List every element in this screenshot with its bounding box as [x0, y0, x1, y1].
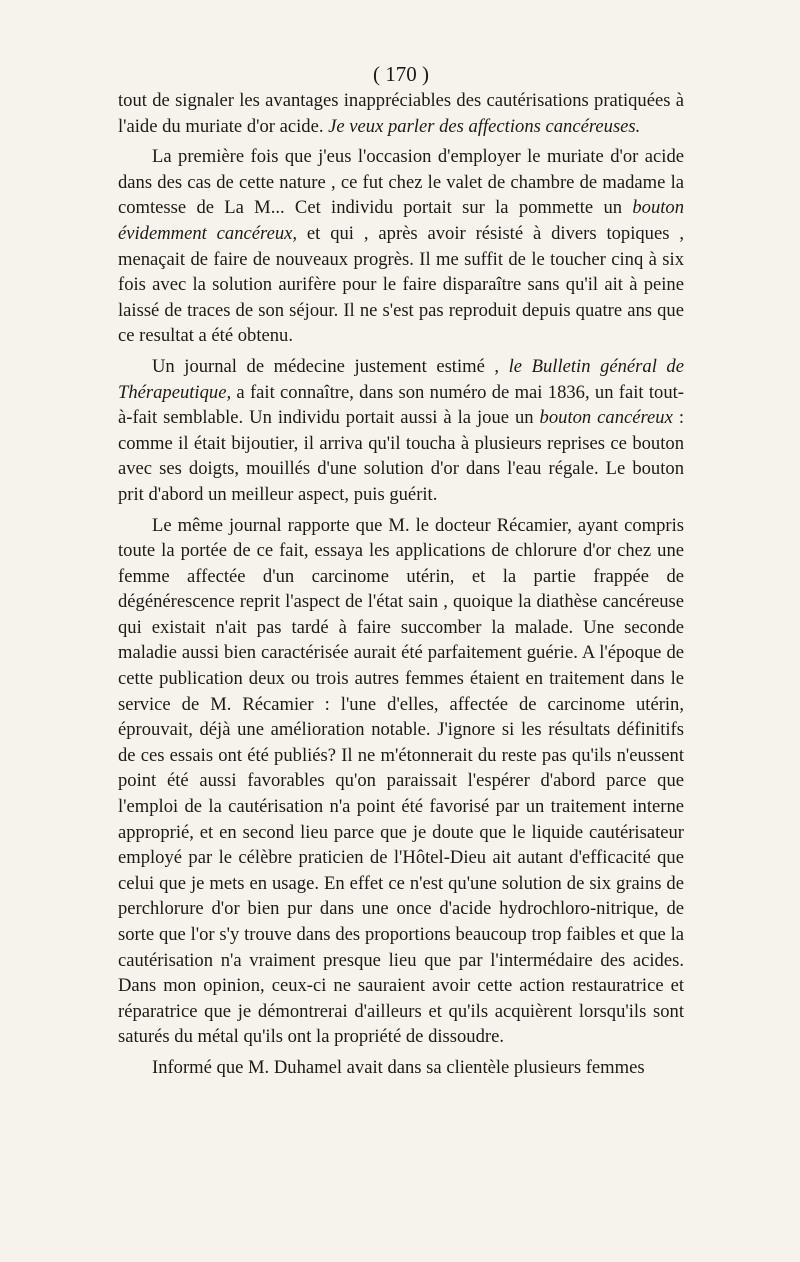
paragraph — [118, 354, 684, 508]
italic-text: bouton cancéreux — [539, 407, 673, 429]
italic-text: bouton évidemment cancéreux, — [118, 197, 684, 244]
paragraph — [118, 1055, 684, 1081]
italic-text: le Bulletin général de Thérapeutique, — [118, 355, 684, 403]
page-number: ( 170 ) — [373, 62, 429, 86]
italic-text: Je veux parler des affections cancéreuses. — [328, 115, 641, 137]
body-text — [118, 88, 684, 1081]
text-run: Informé que M. Duhamel avait dans sa clientèle plusieurs femmes — [152, 1056, 645, 1078]
text-run: tout de signaler les avantages inappréciables des cautérisations pratiquées à l'aide du muriate d'or acide. — [118, 90, 684, 137]
text-run: La première fois que j'eus l'occasion d'employer le muriate d'or acide dans des cas de cette nature , ce fut chez le valet de chambre de madame la comtesse de La M... Cet individu portait sur la pommette un — [118, 146, 684, 219]
text-run: a fait connaître, dans son numéro de mai 1836, un fait tout-à-fait semblable. Un individu portait aussi à la joue un — [118, 381, 684, 429]
paragraph — [118, 144, 684, 349]
text-run: : comme il était bijoutier, il arriva qu'il toucha à plusieurs reprises ce bouton avec ses doigts, mouillés d'une solution d'or dans l'eau régale. Le bouton prit d'abord un meilleur aspect, puis guérit. — [118, 407, 684, 505]
text-run: Un journal de médecine justement estimé , — [152, 355, 509, 377]
paragraph — [118, 88, 684, 139]
text-run: et qui , après avoir résisté à divers topiques , menaçait de faire de nouveaux progrès. Il me suffit de le toucher cinq à six fois avec la solution aurifère pour le faire disparaître sans qu'il ait à peine laissé de traces de son séjour. Il ne s'est pas reproduit depuis quatre ans que ce resultat a été obtenu. — [118, 222, 684, 347]
paragraph — [118, 513, 684, 1050]
text-run: Le même journal rapporte que M. le docteur Récamier, ayant compris toute la portée de ce fait, essaya les applications de chlorure d'or chez une femme affectée d'un carcinome utérin, et la partie frappée de dégénérescence reprit l'aspect de l'état sain , quoique la diathèse cancéreuse qui existait n'ait pas tardé à faire succomber la malade. Une seconde maladie aussi bien caractérisée aurait été parfaitement guérie. A l'époque de cette publication deux ou trois autres femmes étaient en traitement dans le service de M. Récamier : l'une d'elles, affectée de carcinome utérin, éprouvait, déjà une amélioration notable. J'ignore si les résultats définitifs de ces essais ont été publiés? Il ne m'étonnerait du reste pas qu'ils n'eussent point été aussi favorables qu'on paraissait l'espérer d'abord parce que l'emploi de la cautérisation n'a point été favorisé par un traitement interne approprié, et en second lieu parce que je doute que le liquide cautérisateur employé par le célèbre praticien de l'Hôtel-Dieu ait autant d'efficacité que celui que je mets en usage. En effet ce n'est qu'une solution de six grains de perchlorure d'or bien pur dans une once d'acide hydrochloro-nitrique, de sorte que l'or s'y trouve dans des proportions beaucoup trop faibles et que la cautérisation n'a vraiment presque lieu que par l'intermédaire des acides. Dans mon opinion, ceux-ci ne sauraient avoir cette action restauratrice et réparatrice que je démontrerai d'ailleurs et qu'ils acquièrent lorsqu'ils sont saturés du métal qu'ils ont la propriété de dissoudre. — [118, 514, 684, 1048]
